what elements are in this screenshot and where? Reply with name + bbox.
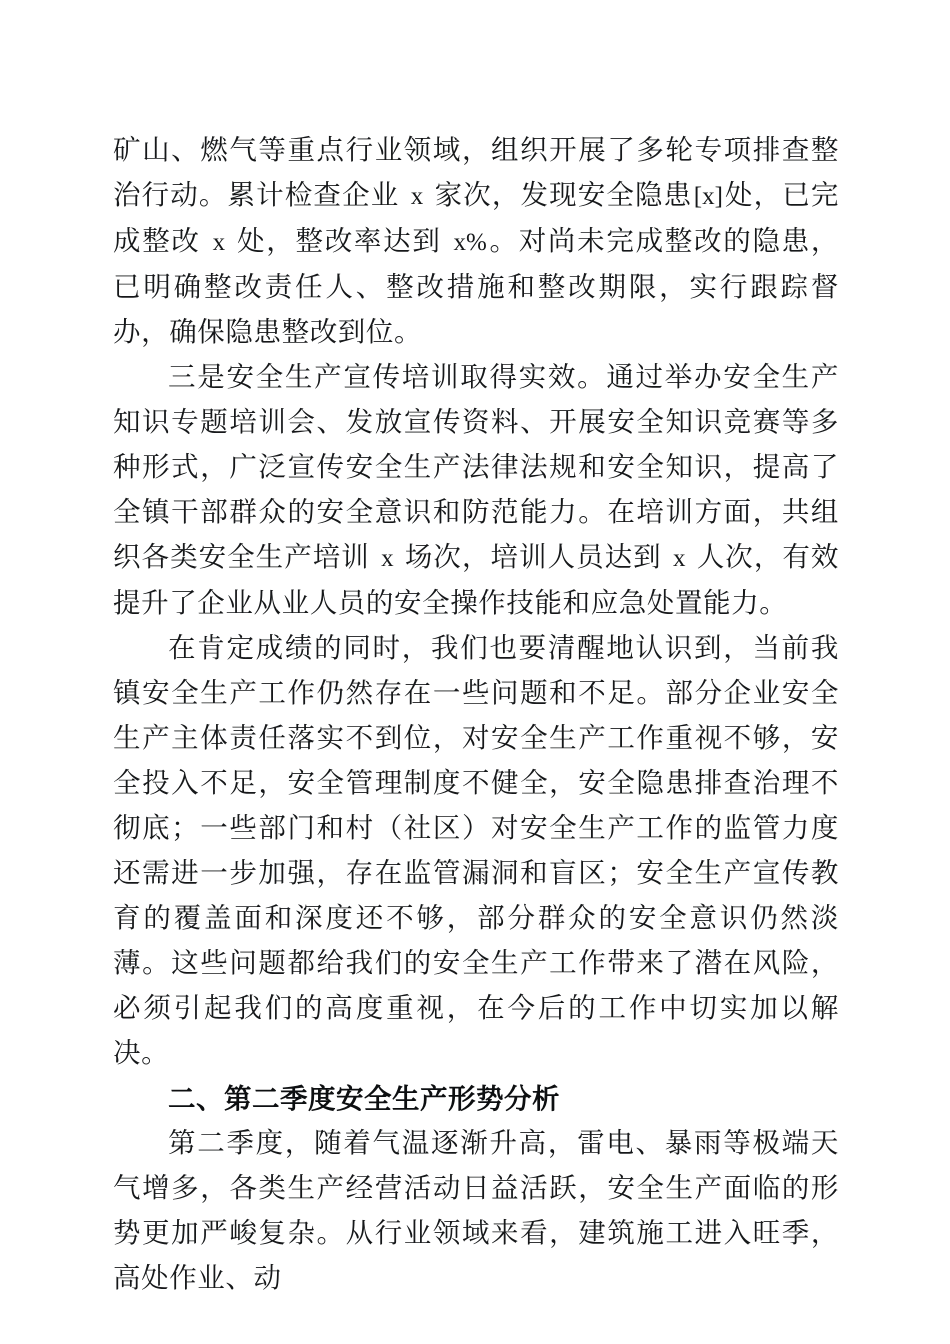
paragraph-problems-and-shortcomings: 在肯定成绩的同时，我们也要清醒地认识到，当前我镇安全生产工作仍然存在一些问题和不足。部分企业安全生产主体责任落实不到位，对安全生产工作重视不够，安全投入不足，安全管理制度不健全，安全隐患排查治理不彻底；一些部门和村（社区）对安全生产工作的监管力度还需进一步加强，存在监管漏洞和盲区；安全生产宣传教育的覆盖面和深度还不够，部分群众的安全意识仍然淡薄。这些问题都给我们的安全生产工作带来了潜在风险，必须引起我们的高度重视，在今后的工作中切实加以解决。 <box>113 632 839 1069</box>
paragraph-training-achievements: 三是安全生产宣传培训取得实效。通过举办安全生产知识专题培训会、发放宣传资料、开展安全知识竞赛等多种形式，广泛宣传安全生产法律法规和安全知识，提高了全镇干部群众的安全意识和防范能力。在培训方面，共组织各类安全生产培训 x 场次，培训人员达到 x 人次，有效提升了企业从业人员的安全操作技能和应急处置能力。 <box>113 361 839 619</box>
paragraph-continuation: 矿山、燃气等重点行业领域，组织开展了多轮专项排查整治行动。累计检查企业 x 家次，发现安全隐患[x]处，已完成整改 x 处，整改率达到 x%。对尚未完成整改的隐患，已明确整改责任人、整改措施和整改期限，实行跟踪督办，确保隐患整改到位。 <box>113 134 839 348</box>
placeholder-token: x <box>410 183 424 210</box>
paragraph-q2-situation-analysis: 第二季度，随着气温逐渐升高，雷电、暴雨等极端天气增多，各类生产经营活动日益活跃，安全生产面临的形势更加严峻复杂。从行业领域来看，建筑施工进入旺季，高处作业、动 <box>113 1127 839 1294</box>
placeholder-token: x <box>381 545 394 572</box>
placeholder-token: x <box>212 229 226 256</box>
placeholder-token: x% <box>453 229 487 256</box>
placeholder-token: x <box>672 545 686 572</box>
section-heading-two: 二、第二季度安全生产形势分析 <box>168 1083 560 1114</box>
placeholder-token: [x] <box>693 183 723 210</box>
text-column <box>113 128 839 1301</box>
